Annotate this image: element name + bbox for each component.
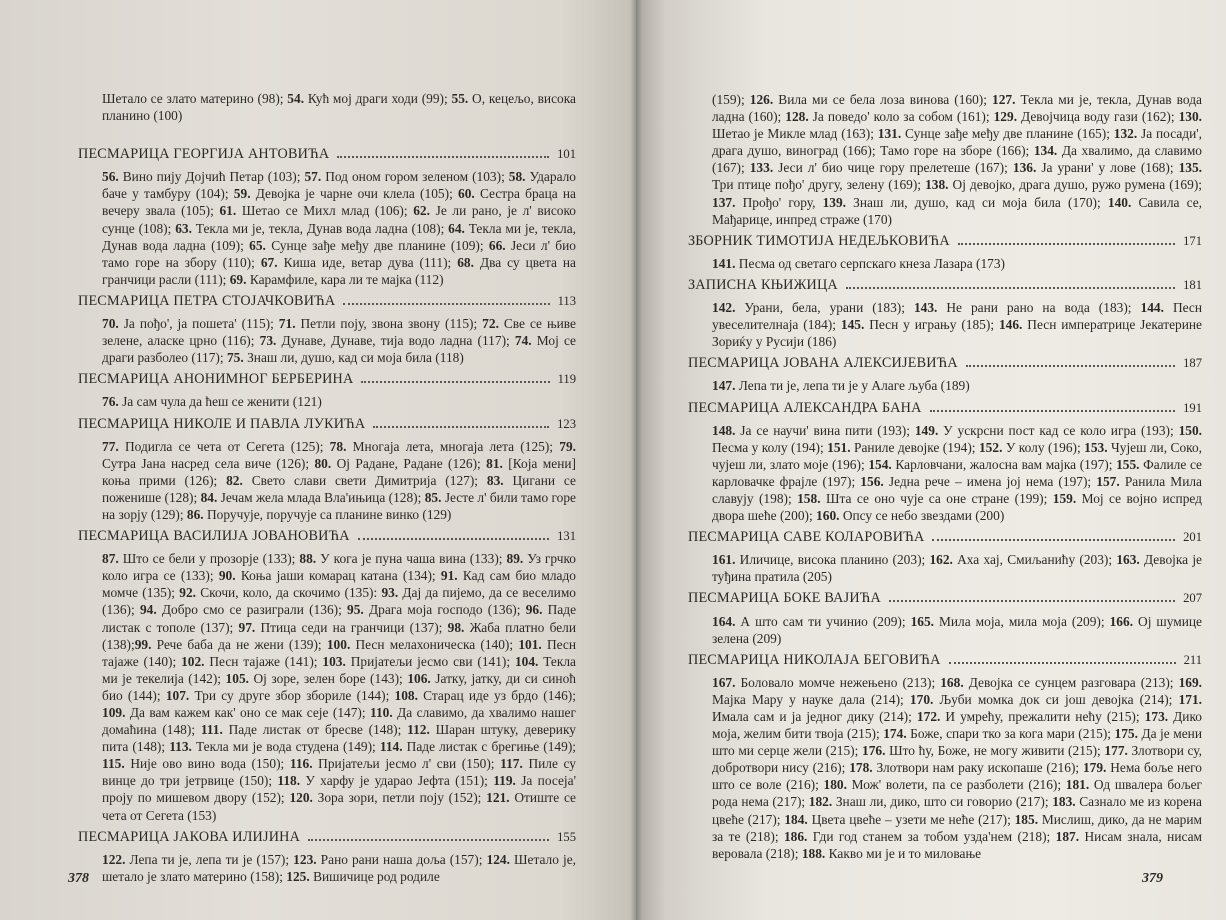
section-heading [78,293,576,310]
section-title: ПЕСМАРИЦА АЛЕКСАНДРА БАНА [688,399,922,416]
section-page-number: 187 [1183,356,1202,371]
section-title: ПЕСМАРИЦА НИКОЛАЈА БЕГОВИЋА [688,651,941,668]
dot-leader [308,838,549,841]
section-heading [78,528,576,545]
section-page-number: 201 [1183,530,1202,545]
section-heading [78,371,576,388]
dot-leader [358,537,549,540]
song-list-entry: 70. Ја пођо', ја пошета' (115); 71. Петли поју, звона звону (115); 72. Све се њиве зелене, аласке црно (116); 73. Дунаве, Дунаве, тија водо ладна (117); 74. Мој се драги разболео (117); 75. Знаш ли, душо, кад си моја била (118) [102,316,577,366]
section-title: ПЕСМАРИЦА ГЕОРГИЈА АНТОВИЋА [78,146,330,163]
section-page-number: 119 [557,372,576,387]
section-page-number: 131 [557,529,576,544]
song-list-entry: Шетало се злато материно (98); 54. Кућ мој драги ходи (99); 55. О, кецељо, висока планино (100) [102,91,576,124]
song-list-entry: 77. Подигла се чета от Сегета (125); 78. Многаја лета, многаја лета (125); 79. Сутра Јана насред села виче (126); 80. Ој Радане, Радане (126); 81. [Која мени] коња прими (126); 82. Свето слави свети Димитрија (127); 83. Цигани се поженише (128); 84. Јечам жела млада Вла'ињица (128); 85. Јесте л' били тамо горе на зорју (129); 86. Поручује, поручује са планине винко (129) [102,438,576,522]
section-heading [78,146,576,163]
section-heading [688,277,1202,294]
section-heading [688,233,1202,250]
section-heading [688,590,1202,607]
song-list-entry: 147. Лепа ти је, лепа ти је у Алаге љуба (189) [712,378,970,394]
section-page-number: 123 [557,416,576,431]
dot-leader [889,599,1175,602]
page-number-left: 378 [68,871,89,886]
section-heading [688,529,1202,546]
section-title: ЗБОРНИК ТИМОТИЈА НЕДЕЉКОВИЋА [688,232,950,249]
section-heading [688,400,1202,417]
section-heading [78,416,576,433]
left-page-content [78,90,576,885]
section-page-number: 181 [1183,277,1202,292]
dot-leader [337,155,549,158]
section-heading [78,829,576,846]
dot-leader [932,538,1175,541]
section-title: ПЕСМАРИЦА ЈОВАНА АЛЕКСИЈЕВИЋА [688,355,958,372]
section-page-number: 211 [1183,652,1202,667]
section-heading [688,652,1202,669]
section-page-number: 101 [557,147,576,162]
right-page-content [688,91,1202,862]
section-title: ПЕСМАРИЦА ПЕТРА СТОЈАЧКОВИЋА [78,292,336,309]
section-title: ПЕСМАРИЦА НИКОЛЕ И ПАВЛА ЛУКИЋА [78,415,366,432]
section-page-number: 155 [557,829,576,844]
book-gutter [630,0,642,920]
song-list-entry: 76. Ја сам чула да ћеш се женити (121) [102,394,322,410]
section-page-number: 207 [1183,591,1202,606]
right-page [636,0,1226,920]
section-title: ПЕСМАРИЦА ВАСИЛИЈА ЈОВАНОВИЋА [78,528,350,545]
section-title: ПЕСМАРИЦА АНОНИМНОГ БЕРБЕРИНА [78,371,354,388]
dot-leader [930,409,1176,412]
dot-leader [361,380,549,383]
section-page-number: 113 [557,293,576,308]
song-list-entry: 167. Боловало момче нежењено (213); 168. Девојка се сунцем разговара (213); 169. Мајка Мару у науке дала (214); 170. Љуби момка док си још девојка (214); 171. Имала сам и ја једног дику (214); 172. И умрећу, прежалити нећу (215); 173. Дико моја, желим бити твоја (215); 174. Боже, спари тко за кога мари (215); 175. Да је мени што ми серце жели (215); 176. Што ћу, Боже, не могу живити (215); 177. Злотвори су, добротвори нису (216); 178. Злотвори нам раку ископаше (216); 179. Нема боље него што се воле (216); 180. Мож' волети, па се разболети (216); 181. Од швалера бољег рода нема (217); 182. Знаш ли, дико, што си говорио (217); 183. Сазнало ме из корена цвеће (217); 184. Цвета цвеће – узети ме неће (217); 185. Мислиш, дико, да не марим за те (218); 186. Гди год станем за тобом узда'нем (218); 187. Нисам знала, нисам веровала (218); 188. Какво ми је и то миловање [712,674,1203,861]
song-list-entry: (159); 126. Вила ми се бела лоза винова (160); 127. Текла ми је, текла, Дунав вода ладна (160); 128. Ја поведо' коло за собом (161); 129. Девојчица воду гази (162); 130. Шетао је Микле млад (163); 131. Сунце зађе међу две планине (165); 132. Ја посади', драга душо, виноград (166); Тамо горе на зборе (166); 134. Да хвалимо, да славимо (167); 133. Јеси л' био чице гору прелетеше (167); 136. Ја урани' у лове (168); 135. Три птице пођо' другу, зелену (169); 138. Ој девојко, драга душо, ружо румена (169); 137. Прођо' гору, 139. Знаш ли, душо, кад си моја била (170); 140. Савила се, Мађарице, инпред страже (170) [712,92,1202,227]
section-heading [688,355,1202,372]
section-page-number: 171 [1183,233,1202,248]
song-list-entry: 161. Иличице, висока планино (203); 162. Аха хај, Смиљанићу (203); 163. Девојка је туђина пратила (205) [712,552,1202,585]
dot-leader [343,302,549,305]
dot-leader [966,364,1175,367]
song-list-entry: 122. Лепа ти је, лепа ти је (157); 123. Рано рани наша доља (157); 124. Шетало је, шетало је злато материно (158); 125. Вишичице род родиле [102,851,576,884]
section-title: ПЕСМАРИЦА БОКЕ ВАЈИЋА [688,590,881,607]
page-number-right: 379 [1142,871,1163,886]
song-list-entry: 164. А што сам ти учинио (209); 165. Мила моја, мила моја (209); 166. Ој шумице зелена (209) [712,613,1202,646]
dot-leader [373,425,549,428]
dot-leader [958,242,1175,245]
section-title: ПЕСМАРИЦА САВЕ КОЛАРОВИЋА [688,529,925,546]
section-page-number: 191 [1183,400,1202,415]
section-title: ПЕСМАРИЦА ЈАКОВА ИЛИЈИНА [78,828,301,845]
section-title: ЗАПИСНА КЊИЖИЦА [688,276,838,293]
song-list-entry: 141. Песма од светаго серпскаго кнеза Лазара (173) [712,255,1006,271]
song-list-entry: 87. Што се бели у прозорје (133); 88. У кога је пуна чаша вина (133); 89. Уз грчко коло игра се (133); 90. Коња јаши комарац катана (134); 91. Кад сам био младо момче (135); 92. Скочи, коло, да скочимо (135): 93. Дај да пијемо, да се веселимо (136); 94. Добро смо се разиграли (136); 95. Драга моја господо (136); 96. Паде листак с тополе (137); 97. Птица седи на гранчици (137); 98. Жаба платно бели (138);99. Рече баба да не жени (139); 100. Песн мелахоническа (140); 101. Песн тајаже (140); 102. Песн тајаже (141); 103. Пријатељи јесмо сви (141); 104. Текла ми је текелија (142); 105. Ој зоре, зелен боре (143); 106. Јатку, јатку, ди си синоћ био (144); 107. Три су друге збор збориле (144); 108. Старац иде уз брдо (146); 109. Да вам кажем как' оно се мак сеје (147); 110. Да славимо, да хвалимо нашег домаћина (148); 111. Паде листак от бресве (148); 112. Шаран штуку, деверику пита (148); 113. Текла ми је вода студена (149); 114. Паде листак с брегиње (149); 115. Није ово вино вода (150); 116. Пријатељи јесмо л' сви (150); 117. Пиле су винце до три јетрвице (150); 118. У харфу је ударао Јефта (151); 119. Ја посеја' пројy по мишевом двору (152); 120. Зора зори, петли поју (152); 121. Отиште се чета от Сегета (153) [102,551,577,823]
song-list-entry: 142. Урани, бела, урани (183); 143. Не рани рано на вода (183); 144. Песн увеселителнаја (184); 145. Песн у игрању (185); 146. Песн императрице Јекатерине Зориќу у Русији (186) [712,300,1203,350]
dot-leader [949,661,1176,664]
dot-leader [846,286,1175,289]
song-list-entry: 56. Вино пију Дојчић Петар (103); 57. Под оном гором зеленом (103); 58. Ударало баче у тамбуру (104); 59. Девојка је чарне очи клела (105); 60. Сестра браца на вечеру звала (105); 61. Шетао се Михл млад (106); 62. Је ли рано, је л' високо сунце (108); 63. Текла ми је, текла, Дунав вода ладна (108); 64. Текла ми је, текла, Дунав вода ладна (109); 65. Сунце зађе међу две планине (109); 66. Јеси л' био тамо горе на збору (110); 67. Киша иде, ветар дува (111); 68. Два су цвета на гранчици расли (111); 69. Карамфиле, кара ли те мајка (112) [102,169,577,287]
song-list-entry: 148. Ја се научи' вина пити (193); 149. У ускрсни пост кад се коло игра (193); 150. Песма у колу (194); 151. Раниле девојке (194); 152. У колу (196); 153. Чујеш ли, Соко, чујеш ли, злато моје (196); 154. Карловчани, жалосна вам мајка (197); 155. Фалиле се карловачке фрајле (197); 156. Једна рече – имена јој нема (197); 157. Ранила Мила славују (198); 158. Шта се оно чује са оне стране (199); 159. Мој се војно испред двора шеће (200); 160. Опсу се небо звездами (200) [712,422,1203,524]
